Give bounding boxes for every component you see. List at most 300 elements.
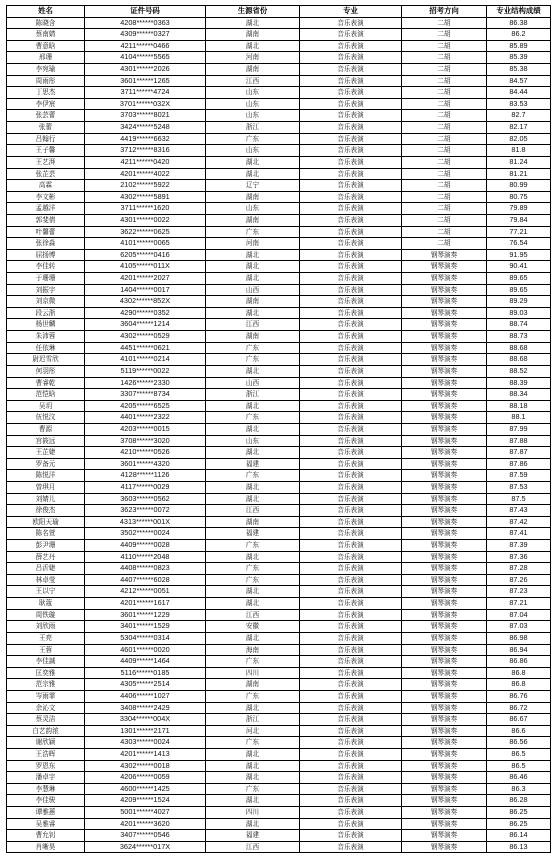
cell-score: 88.39	[487, 377, 551, 389]
cell-name: 叶馨蕾	[7, 226, 85, 238]
cell-name: 高霖	[7, 180, 85, 192]
cell-id-number: 4104******5565	[85, 52, 206, 64]
cell-major: 音乐表演	[300, 470, 402, 482]
cell-score: 87.41	[487, 528, 551, 540]
cell-name: 肖晰昊	[7, 841, 85, 853]
cell-province: 河南	[206, 238, 300, 250]
cell-province: 浙江	[206, 714, 300, 726]
cell-score: 89.29	[487, 296, 551, 308]
table-row	[7, 632, 551, 644]
cell-id-number: 4211******0420	[85, 156, 206, 168]
cell-province: 广东	[206, 470, 300, 482]
cell-name: 吴玥	[7, 400, 85, 412]
cell-major: 音乐表演	[300, 783, 402, 795]
cell-province: 广东	[206, 656, 300, 668]
cell-id-number: 3502******0024	[85, 528, 206, 540]
table-row	[7, 17, 551, 29]
cell-name: 曹睿乾	[7, 377, 85, 389]
cell-province: 福建	[206, 458, 300, 470]
table-row	[7, 540, 551, 552]
cell-id-number: 4201******1413	[85, 749, 206, 761]
cell-name: 何羽彤	[7, 365, 85, 377]
cell-province: 湖北	[206, 702, 300, 714]
cell-direction: 二胡	[402, 226, 487, 238]
cell-major: 音乐表演	[300, 505, 402, 517]
cell-score: 77.21	[487, 226, 551, 238]
cell-name: 李慧琳	[7, 783, 85, 795]
table-row	[7, 841, 551, 853]
table-row	[7, 354, 551, 366]
table-row	[7, 725, 551, 737]
table-row	[7, 458, 551, 470]
cell-direction: 钢琴演奏	[402, 737, 487, 749]
cell-name: 谭雅蕙	[7, 807, 85, 819]
cell-id-number: 4409******1464	[85, 656, 206, 668]
cell-id-number: 4201******2027	[85, 273, 206, 285]
cell-major: 音乐表演	[300, 516, 402, 528]
cell-score: 87.88	[487, 435, 551, 447]
cell-major: 音乐表演	[300, 354, 402, 366]
cell-name: 彭尹珊	[7, 540, 85, 552]
cell-score: 86.3	[487, 783, 551, 795]
table-row	[7, 667, 551, 679]
cell-direction: 钢琴演奏	[402, 400, 487, 412]
cell-direction: 二胡	[402, 156, 487, 168]
cell-score: 88.68	[487, 354, 551, 366]
cell-score: 86.56	[487, 737, 551, 749]
table-body	[7, 17, 551, 853]
cell-major: 音乐表演	[300, 273, 402, 285]
cell-name: 丁思杰	[7, 87, 85, 99]
cell-score: 87.03	[487, 621, 551, 633]
cell-province: 江西	[206, 609, 300, 621]
cell-major: 音乐表演	[300, 435, 402, 447]
table-row	[7, 319, 551, 331]
cell-name: 杨世麟	[7, 319, 85, 331]
cell-name: 匡奕雅	[7, 667, 85, 679]
cell-score: 86.76	[487, 690, 551, 702]
cell-id-number: 5304******0314	[85, 632, 206, 644]
cell-name: 王浩晖	[7, 749, 85, 761]
cell-direction: 钢琴演奏	[402, 598, 487, 610]
cell-major: 音乐表演	[300, 795, 402, 807]
cell-score: 86.8	[487, 667, 551, 679]
cell-id-number: 1301******2171	[85, 725, 206, 737]
table-row	[7, 505, 551, 517]
table-row	[7, 64, 551, 76]
cell-id-number: 4101******0065	[85, 238, 206, 250]
cell-id-number: 4302******5891	[85, 191, 206, 203]
table-row	[7, 783, 551, 795]
cell-province: 河南	[206, 52, 300, 64]
cell-province: 浙江	[206, 389, 300, 401]
cell-direction: 二胡	[402, 87, 487, 99]
cell-score: 91.95	[487, 249, 551, 261]
cell-direction: 钢琴演奏	[402, 540, 487, 552]
cell-major: 音乐表演	[300, 714, 402, 726]
cell-name: 张芸蕾	[7, 110, 85, 122]
cell-name: 范宗雅	[7, 679, 85, 691]
table-row	[7, 412, 551, 424]
cell-score: 86.14	[487, 830, 551, 842]
cell-score: 79.84	[487, 214, 551, 226]
cell-id-number: 3424******5248	[85, 122, 206, 134]
cell-id-number: 4290******0352	[85, 307, 206, 319]
cell-name: 王蓉	[7, 644, 85, 656]
cell-direction: 钢琴演奏	[402, 307, 487, 319]
table-row	[7, 795, 551, 807]
cell-score: 88.74	[487, 319, 551, 331]
cell-score: 88.1	[487, 412, 551, 424]
cell-direction: 钢琴演奏	[402, 319, 487, 331]
cell-province: 湖北	[206, 168, 300, 180]
cell-score: 87.21	[487, 598, 551, 610]
cell-name: 余沁文	[7, 702, 85, 714]
cell-major: 音乐表演	[300, 749, 402, 761]
cell-major: 音乐表演	[300, 284, 402, 296]
cell-direction: 钢琴演奏	[402, 423, 487, 435]
cell-name: 于珊珊	[7, 273, 85, 285]
cell-score: 86.46	[487, 772, 551, 784]
cell-name: 宫筱远	[7, 435, 85, 447]
table-row	[7, 516, 551, 528]
cell-major: 音乐表演	[300, 830, 402, 842]
cell-major: 音乐表演	[300, 52, 402, 64]
cell-name: 王以宁	[7, 586, 85, 598]
cell-major: 音乐表演	[300, 133, 402, 145]
cell-score: 86.6	[487, 725, 551, 737]
cell-id-number: 3408******2429	[85, 702, 206, 714]
table-row	[7, 493, 551, 505]
cell-direction: 钢琴演奏	[402, 609, 487, 621]
cell-province: 广东	[206, 783, 300, 795]
cell-id-number: 3711******4724	[85, 87, 206, 99]
cell-score: 89.03	[487, 307, 551, 319]
cell-province: 广东	[206, 226, 300, 238]
table-row	[7, 296, 551, 308]
cell-direction: 钢琴演奏	[402, 621, 487, 633]
cell-major: 音乐表演	[300, 725, 402, 737]
cell-id-number: 3708******3020	[85, 435, 206, 447]
header-score: 专业结构成绩	[487, 6, 551, 18]
cell-name: 林卓莹	[7, 574, 85, 586]
cell-direction: 二胡	[402, 110, 487, 122]
cell-id-number: 4303******0024	[85, 737, 206, 749]
cell-direction: 钢琴演奏	[402, 377, 487, 389]
cell-province: 辽宁	[206, 180, 300, 192]
cell-province: 湖北	[206, 760, 300, 772]
cell-province: 湖北	[206, 749, 300, 761]
table-row	[7, 238, 551, 250]
cell-score: 86.5	[487, 760, 551, 772]
cell-direction: 钢琴演奏	[402, 551, 487, 563]
cell-major: 音乐表演	[300, 214, 402, 226]
table-row	[7, 470, 551, 482]
cell-id-number: 3304******004X	[85, 714, 206, 726]
score-list-sheet	[6, 5, 551, 853]
cell-major: 音乐表演	[300, 493, 402, 505]
table-row	[7, 40, 551, 52]
cell-id-number: 4409******0028	[85, 540, 206, 552]
cell-id-number: 4205******6525	[85, 400, 206, 412]
cell-score: 79.89	[487, 203, 551, 215]
cell-province: 湖南	[206, 29, 300, 41]
cell-id-number: 4301******2026	[85, 64, 206, 76]
table-row	[7, 551, 551, 563]
cell-direction: 二胡	[402, 203, 487, 215]
header-row	[7, 6, 551, 18]
cell-major: 音乐表演	[300, 540, 402, 552]
cell-direction: 钢琴演奏	[402, 261, 487, 273]
table-row	[7, 98, 551, 110]
cell-major: 音乐表演	[300, 296, 402, 308]
cell-score: 82.7	[487, 110, 551, 122]
cell-direction: 二胡	[402, 40, 487, 52]
table-row	[7, 760, 551, 772]
cell-major: 音乐表演	[300, 64, 402, 76]
cell-name: 伍悦汶	[7, 412, 85, 424]
cell-name: 蔡南婧	[7, 29, 85, 41]
cell-province: 湖北	[206, 273, 300, 285]
cell-name: 张徐淼	[7, 238, 85, 250]
cell-name: 曹源	[7, 423, 85, 435]
cell-id-number: 4110******2048	[85, 551, 206, 563]
cell-province: 广东	[206, 354, 300, 366]
cell-score: 86.98	[487, 632, 551, 644]
cell-name: 周雨彤	[7, 75, 85, 87]
cell-name: 陈悦洋	[7, 470, 85, 482]
cell-major: 音乐表演	[300, 412, 402, 424]
table-row	[7, 389, 551, 401]
cell-id-number: 4313******001X	[85, 516, 206, 528]
cell-province: 广东	[206, 540, 300, 552]
cell-direction: 钢琴演奏	[402, 563, 487, 575]
cell-name: 曾琪月	[7, 481, 85, 493]
cell-major: 音乐表演	[300, 331, 402, 343]
header-direction: 招考方向	[402, 6, 487, 18]
table-row	[7, 249, 551, 261]
cell-id-number: 4201******4022	[85, 168, 206, 180]
cell-id-number: 4600******1425	[85, 783, 206, 795]
cell-major: 音乐表演	[300, 29, 402, 41]
cell-name: 徐俊杰	[7, 505, 85, 517]
cell-direction: 钢琴演奏	[402, 412, 487, 424]
cell-id-number: 4201******3620	[85, 818, 206, 830]
cell-direction: 钢琴演奏	[402, 772, 487, 784]
cell-major: 音乐表演	[300, 40, 402, 52]
cell-major: 音乐表演	[300, 644, 402, 656]
cell-name: 朱沛蓉	[7, 331, 85, 343]
cell-major: 音乐表演	[300, 574, 402, 586]
cell-id-number: 1404******0017	[85, 284, 206, 296]
cell-name: 刘欣雨	[7, 621, 85, 633]
cell-score: 86.13	[487, 841, 551, 853]
cell-province: 湖南	[206, 214, 300, 226]
cell-direction: 二胡	[402, 122, 487, 134]
cell-id-number: 3624******017X	[85, 841, 206, 853]
cell-direction: 钢琴演奏	[402, 714, 487, 726]
cell-province: 江西	[206, 505, 300, 517]
cell-score: 87.5	[487, 493, 551, 505]
cell-score: 81.8	[487, 145, 551, 157]
cell-name: 欧阳天瑜	[7, 516, 85, 528]
table-row	[7, 528, 551, 540]
cell-direction: 钢琴演奏	[402, 447, 487, 459]
cell-id-number: 4302******0529	[85, 331, 206, 343]
cell-id-number: 4211******0466	[85, 40, 206, 52]
cell-name: 郭斐倩	[7, 214, 85, 226]
cell-direction: 二胡	[402, 52, 487, 64]
cell-score: 87.99	[487, 423, 551, 435]
cell-province: 湖北	[206, 493, 300, 505]
cell-province: 湖北	[206, 261, 300, 273]
cell-major: 音乐表演	[300, 75, 402, 87]
table-row	[7, 156, 551, 168]
cell-score: 85.39	[487, 52, 551, 64]
cell-name: 陈晓含	[7, 17, 85, 29]
table-row	[7, 574, 551, 586]
cell-id-number: 3703******8021	[85, 110, 206, 122]
cell-id-number: 3307******8734	[85, 389, 206, 401]
cell-name: 李佳转	[7, 261, 85, 273]
cell-province: 广东	[206, 342, 300, 354]
cell-id-number: 4117******0029	[85, 481, 206, 493]
cell-id-number: 5116******0185	[85, 667, 206, 679]
cell-id-number: 5119******0022	[85, 365, 206, 377]
cell-direction: 钢琴演奏	[402, 365, 487, 377]
table-row	[7, 87, 551, 99]
cell-major: 音乐表演	[300, 586, 402, 598]
cell-name: 任依琳	[7, 342, 85, 354]
table-row	[7, 75, 551, 87]
cell-id-number: 3603******0562	[85, 493, 206, 505]
cell-name: 李伊宸	[7, 98, 85, 110]
cell-major: 音乐表演	[300, 365, 402, 377]
table-row	[7, 214, 551, 226]
cell-id-number: 4309******0327	[85, 29, 206, 41]
table-row	[7, 679, 551, 691]
cell-id-number: 4210******0526	[85, 447, 206, 459]
cell-name: 王芷婕	[7, 447, 85, 459]
cell-major: 音乐表演	[300, 621, 402, 633]
cell-province: 湖北	[206, 772, 300, 784]
cell-score: 90.41	[487, 261, 551, 273]
cell-name: 陈名萱	[7, 528, 85, 540]
cell-province: 山东	[206, 98, 300, 110]
cell-major: 音乐表演	[300, 679, 402, 691]
cell-direction: 钢琴演奏	[402, 249, 487, 261]
cell-major: 音乐表演	[300, 760, 402, 772]
cell-direction: 钢琴演奏	[402, 389, 487, 401]
cell-major: 音乐表演	[300, 481, 402, 493]
header-province: 生源省份	[206, 6, 300, 18]
cell-id-number: 3623******0072	[85, 505, 206, 517]
table-row	[7, 307, 551, 319]
cell-province: 江西	[206, 841, 300, 853]
cell-major: 音乐表演	[300, 598, 402, 610]
cell-province: 湖南	[206, 516, 300, 528]
table-row	[7, 621, 551, 633]
cell-major: 音乐表演	[300, 87, 402, 99]
table-row	[7, 203, 551, 215]
cell-id-number: 4209******1524	[85, 795, 206, 807]
cell-province: 广东	[206, 563, 300, 575]
cell-province: 湖北	[206, 423, 300, 435]
cell-name: 张芷芸	[7, 168, 85, 180]
cell-major: 音乐表演	[300, 667, 402, 679]
table-row	[7, 400, 551, 412]
cell-major: 音乐表演	[300, 551, 402, 563]
cell-score: 85.89	[487, 40, 551, 52]
table-row	[7, 586, 551, 598]
cell-major: 音乐表演	[300, 17, 402, 29]
cell-score: 88.73	[487, 331, 551, 343]
cell-province: 广东	[206, 737, 300, 749]
cell-province: 湖北	[206, 249, 300, 261]
cell-direction: 钢琴演奏	[402, 632, 487, 644]
cell-score: 89.65	[487, 273, 551, 285]
cell-name: 蔡灵洁	[7, 714, 85, 726]
cell-score: 87.86	[487, 458, 551, 470]
header-major: 专业	[300, 6, 402, 18]
cell-id-number: 4302******852X	[85, 296, 206, 308]
table-row	[7, 830, 551, 842]
cell-province: 广东	[206, 574, 300, 586]
cell-score: 86.72	[487, 702, 551, 714]
cell-direction: 二胡	[402, 180, 487, 192]
cell-name: 曹允钊	[7, 830, 85, 842]
cell-direction: 二胡	[402, 145, 487, 157]
table-row	[7, 191, 551, 203]
cell-score: 83.53	[487, 98, 551, 110]
cell-name: 吕翰行	[7, 133, 85, 145]
cell-id-number: 4401******2322	[85, 412, 206, 424]
cell-direction: 钢琴演奏	[402, 296, 487, 308]
cell-name: 王亮	[7, 632, 85, 644]
cell-province: 山东	[206, 145, 300, 157]
cell-name: 李佳諴	[7, 656, 85, 668]
cell-id-number: 3601******4320	[85, 458, 206, 470]
cell-major: 音乐表演	[300, 737, 402, 749]
cell-province: 湖南	[206, 296, 300, 308]
cell-province: 江西	[206, 319, 300, 331]
cell-major: 音乐表演	[300, 180, 402, 192]
cell-name: 刘婧儿	[7, 493, 85, 505]
cell-province: 湖南	[206, 64, 300, 76]
cell-score: 87.36	[487, 551, 551, 563]
cell-province: 广东	[206, 690, 300, 702]
cell-province: 湖北	[206, 307, 300, 319]
cell-name: 潘卓宇	[7, 772, 85, 784]
cell-major: 音乐表演	[300, 609, 402, 621]
cell-score: 86.94	[487, 644, 551, 656]
table-row	[7, 435, 551, 447]
cell-direction: 二胡	[402, 214, 487, 226]
score-table	[6, 5, 551, 853]
cell-major: 音乐表演	[300, 122, 402, 134]
cell-major: 音乐表演	[300, 818, 402, 830]
cell-province: 四川	[206, 667, 300, 679]
cell-score: 81.24	[487, 156, 551, 168]
cell-province: 山东	[206, 203, 300, 215]
cell-direction: 钢琴演奏	[402, 656, 487, 668]
cell-id-number: 3711******1620	[85, 203, 206, 215]
table-row	[7, 807, 551, 819]
cell-id-number: 3601******1229	[85, 609, 206, 621]
table-row	[7, 273, 551, 285]
cell-id-number: 4105******011X	[85, 261, 206, 273]
cell-major: 音乐表演	[300, 389, 402, 401]
